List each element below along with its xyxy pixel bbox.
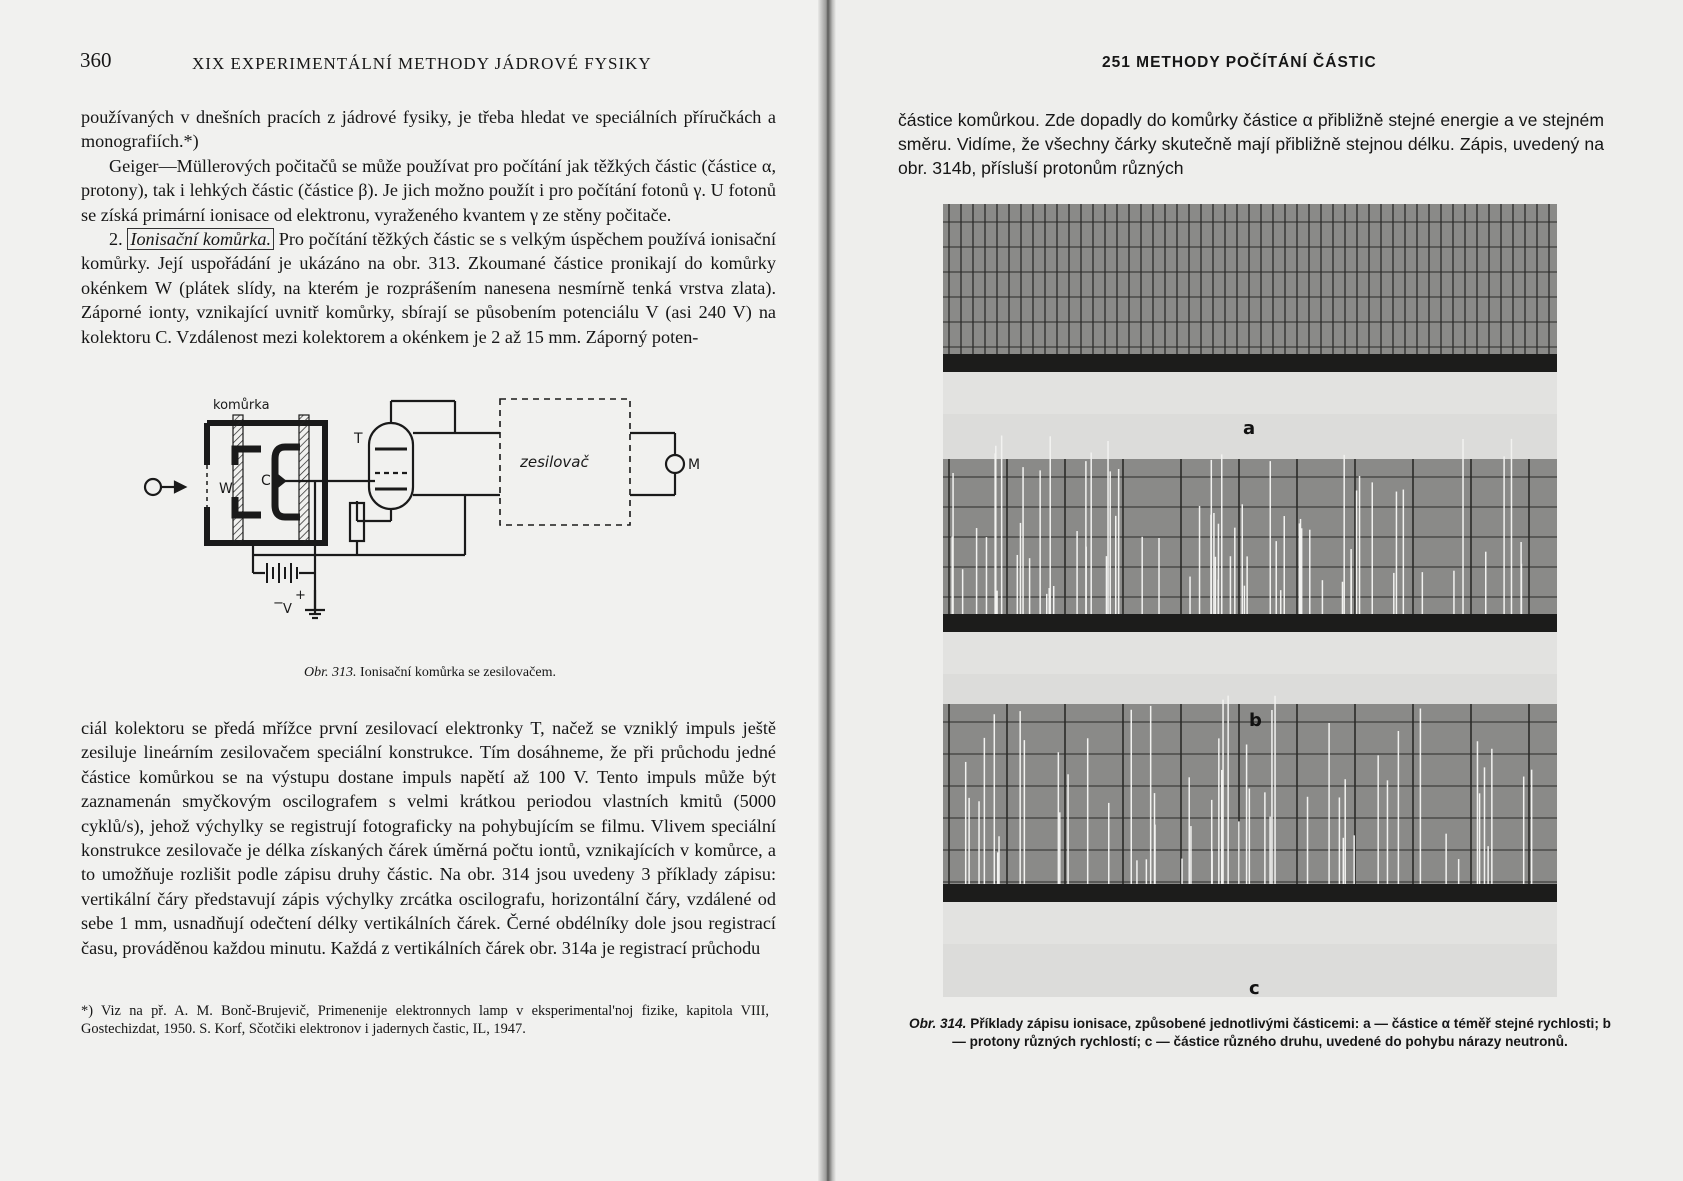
caption-text: Ionisační komůrka se zesilovačem. bbox=[360, 665, 556, 680]
paragraph-number: 2. bbox=[109, 229, 123, 250]
paragraph: Geiger—Müllerových počitačů se může používat pro počítání jak těžkých částic (částice α, protony), tak i lehkých částic (částice β). Je jich možno použít i pro počítání fotonů γ. U fotonů se získá primární ionisace od elektronu, vyraženého kvantem γ ze stěny počitače. bbox=[81, 155, 776, 225]
running-head-left: XIX EXPERIMENTÁLNÍ METHODY JÁDROVÉ FYSIKY bbox=[192, 54, 652, 73]
left-page bbox=[0, 0, 825, 1181]
figure-313-caption bbox=[200, 664, 660, 682]
caption-text: Příklady zápisu ionisace, způsobené jednotlivými částicemi: a — částice α téměř stejné rychlosti; b — protony různých rychlostí; c — částice různého druhu, uvedené do pohybu nárazy neutronů. bbox=[952, 1016, 1611, 1049]
boxed-term: Ionisační komůrka. bbox=[127, 228, 274, 250]
label-t: T bbox=[354, 431, 363, 447]
baseline-c bbox=[943, 884, 1557, 902]
baseline-a bbox=[943, 354, 1557, 372]
figure-314-oscillograms bbox=[943, 204, 1557, 997]
label-w: W bbox=[219, 481, 233, 497]
film-gap bbox=[943, 632, 1557, 674]
figure-313-circuit bbox=[135, 385, 715, 655]
text-block-right bbox=[898, 108, 1604, 181]
panel-label-c: c bbox=[1249, 978, 1260, 997]
tube-t bbox=[369, 423, 413, 509]
film-gap bbox=[943, 902, 1557, 944]
caption-number: Obr. 313. bbox=[304, 665, 357, 680]
book-gutter bbox=[818, 0, 836, 1181]
page-number: 360 bbox=[80, 48, 112, 72]
text-block-bottom bbox=[81, 716, 776, 960]
label-chamber: komůrka bbox=[213, 398, 270, 413]
film-gap bbox=[943, 372, 1557, 414]
paragraph: používaných v dnešních pracích z jádrové fysiky, je třeba hledat ve speciálních příručkách a monografiích.*) bbox=[81, 107, 776, 152]
panel-label-b: b bbox=[1249, 710, 1262, 731]
caption-number: Obr. 314. bbox=[909, 1016, 967, 1031]
figure-314-caption bbox=[901, 1015, 1619, 1050]
panel-label-a: a bbox=[1243, 418, 1256, 439]
text-block-top bbox=[81, 105, 776, 349]
label-minus: − bbox=[273, 596, 284, 611]
input-terminal bbox=[145, 479, 161, 495]
label-c: C bbox=[261, 473, 271, 489]
baseline-b bbox=[943, 614, 1557, 632]
paragraph bbox=[81, 227, 776, 349]
running-head-right: 251 METHODY POČÍTÁNÍ ČÁSTIC bbox=[1102, 54, 1377, 71]
label-plus: + bbox=[295, 588, 306, 603]
meter-m bbox=[666, 455, 684, 473]
label-m: M bbox=[688, 457, 701, 473]
paragraph: ciál kolektoru se předá mřížce první zesilovací elektronky T, načež se vzniklý impuls ještě zesiluje lineárním zesilovačem speciální konstrukce. Tím dosáhneme, že při průchodu jedné částice komůrkou se na výstupu dostane impuls napětí až 100 V. Tento impuls může být zaznamenán smyčkovým oscilografem s velmi krátkou periodou vlastních kmitů (5000 cyklů/s), jehož výchylky se registrují fotograficky na pohybujícím se filmu. Vlivem speciální konstrukce zesilovače je délka získaných čárek úměrná počtu iontů, vznikajících v komůrce, a to umožňuje rozlišit podle zápisu druhy částic. Na obr. 314 jsou uvedeny 3 příklady zápisu: vertikální čáry představují zápis výchylky zrcátka oscilografu, horizontální čáry, vzdálené od sebe 1 mm, usnadňují odečtení délky vertikálních čárek. Černé obdélníky dole jsou registrací času, prováděnou každou minutu. Každá z vertikálních čárek obr. 314a je registrací průchodu bbox=[81, 718, 776, 958]
label-amplifier: zesilovač bbox=[520, 453, 589, 471]
label-v: V bbox=[283, 602, 292, 617]
paragraph: částice komůrkou. Zde dopadly do komůrky částice α přibližně stejné energie a ve stejném směru. Vidíme, že všechny čárky skutečně mají přibližně stejnou délku. Zápis, uvedený na obr. 314b, přísluší protonům různých bbox=[898, 110, 1604, 179]
paragraph-text: Pro počítání těžkých částic se s velkým úspěchem používá ionisační komůrky. Její uspořádání je ukázáno na obr. 313. Zkoumané částice pronikají do komůrky okénkem W (plátek slídy, na kterém je rozprášením nanesena nesmírně tenká vrstva zlata). Záporné ionty, vznikající uvnitř komůrky, sbírají se působením potenciálu V (asi 240 V) na kolektoru C. Vzdálenost mezi kolektorem a okénkem je 2 až 15 mm. Záporný poten- bbox=[81, 229, 777, 347]
footnote: *) Viz na př. A. M. Bonč-Brujevič, Primenenije elektronnych lamp v eksperimental'noj fizike, kapitola VIII, Gostechizdat, 1950. S. Korf, Sčotčiki elektronov i jadernych častic, IL, 1947. bbox=[81, 1003, 769, 1037]
